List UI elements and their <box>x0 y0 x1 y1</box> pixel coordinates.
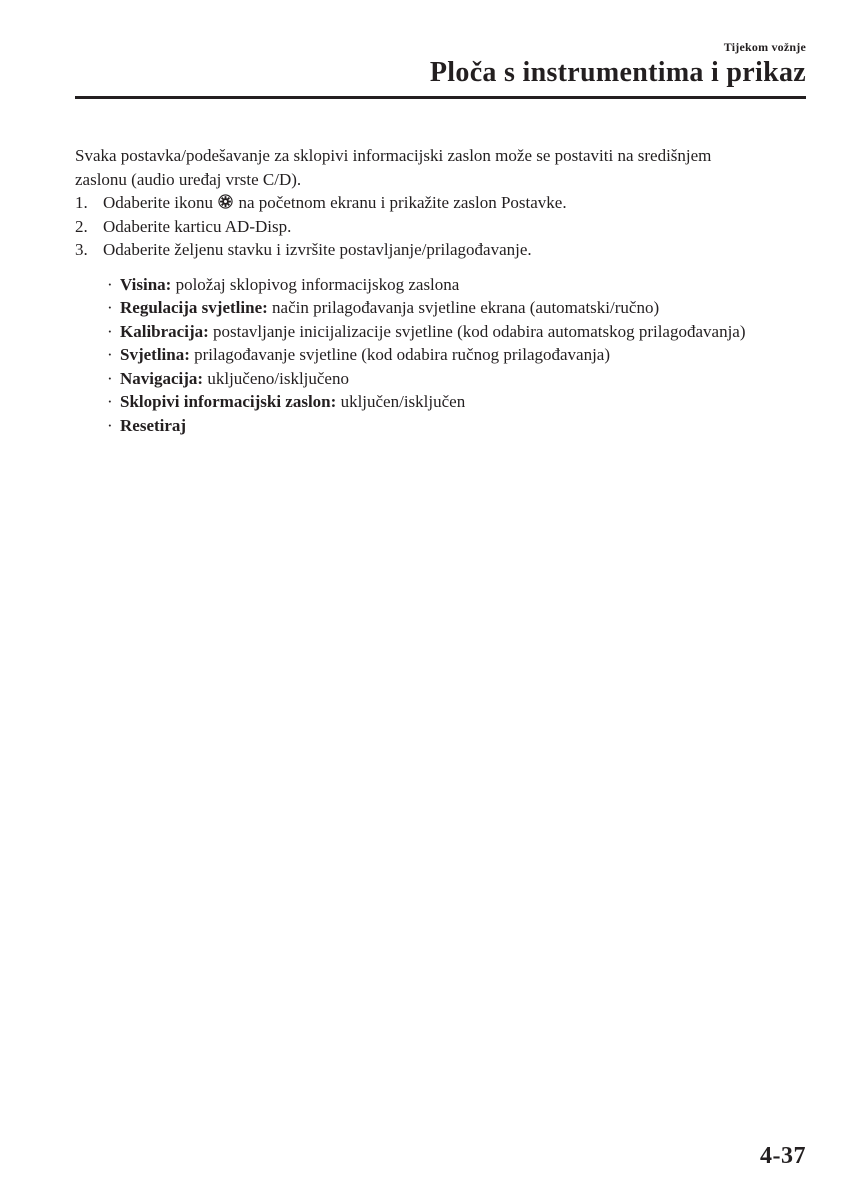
step-text: Odaberite karticu AD-Disp. <box>103 216 292 236</box>
section-label: Tijekom vožnje <box>723 40 806 54</box>
option-description: način prilagođavanja svjetline ekrana (automatski/ručno) <box>272 298 660 317</box>
page-content <box>75 144 765 437</box>
option-description: položaj sklopivog informacijskog zaslona <box>175 274 460 294</box>
step-number: 2. <box>75 216 88 236</box>
bullet: · <box>107 274 113 294</box>
option-description: prilagođavanje svjetline (kod odabira ručnog prilagođavanja) <box>194 345 611 364</box>
option-item <box>75 343 765 367</box>
option-description: postavljanje inicijalizacije svjetline (kod odabira automatskog prilagođavanja) <box>213 321 746 341</box>
option-item <box>75 414 765 438</box>
step-text-after-icon: na početnom ekranu i prikažite zaslon Postavke. <box>238 193 567 212</box>
bullet: · <box>107 345 113 364</box>
page-number: 4-37 <box>760 1143 806 1169</box>
gear-icon <box>218 192 233 207</box>
step-item <box>75 238 765 262</box>
option-item <box>75 320 765 344</box>
bullet: · <box>107 321 113 341</box>
step-item <box>75 215 765 239</box>
option-term: Svjetlina: <box>120 345 190 364</box>
title-divider <box>75 96 806 99</box>
option-term: Regulacija svjetline: <box>120 298 268 317</box>
bullet: · <box>107 415 113 435</box>
option-item <box>75 273 765 297</box>
steps-list <box>75 191 765 262</box>
bullet: · <box>107 368 113 388</box>
option-term: Kalibracija: <box>120 321 209 341</box>
step-item <box>75 191 765 215</box>
option-term: Resetiraj <box>120 415 187 435</box>
bullet: · <box>107 298 113 317</box>
step-number: 1. <box>75 193 88 212</box>
step-number: 3. <box>75 240 88 259</box>
step-text: Odaberite željenu stavku i izvršite postavljanje/prilagođavanje. <box>103 240 532 259</box>
intro-paragraph: Svaka postavka/podešavanje za sklopivi informacijski zaslon može se postaviti na središnjem zaslonu (audio uređaj vrste C/D). <box>75 146 712 189</box>
option-item <box>75 367 765 391</box>
option-description: uključeno/isključeno <box>207 368 349 388</box>
bullet: · <box>107 392 113 411</box>
option-term: Visina: <box>120 274 172 294</box>
option-term: Navigacija: <box>120 368 204 388</box>
page-title: Ploča s instrumentima i prikaz <box>429 57 806 88</box>
settings-options-list <box>75 273 765 438</box>
option-item <box>75 390 765 414</box>
step-text-before-icon: Odaberite ikonu <box>103 193 213 212</box>
option-term: Sklopivi informacijski zaslon: <box>120 392 337 411</box>
option-item <box>75 296 765 320</box>
option-description: uključen/isključen <box>340 392 466 411</box>
